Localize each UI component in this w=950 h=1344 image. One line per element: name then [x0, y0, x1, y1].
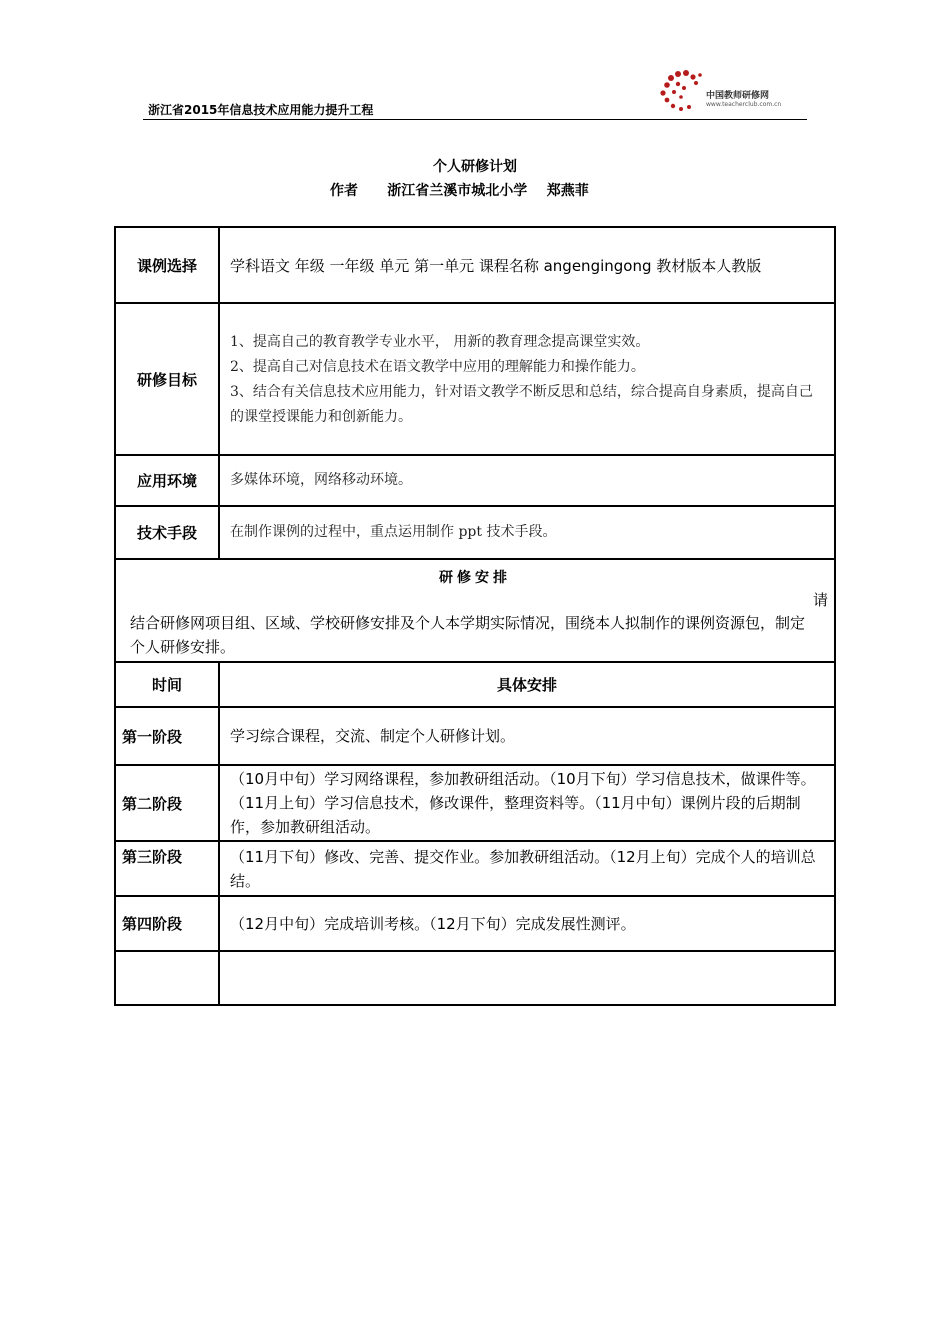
stage-detail: （11月下旬）修改、完善、提交作业。参加教研组活动。（12月上旬）完成个人的培训总结。 [219, 841, 835, 896]
document-title: 个人研修计划 [433, 159, 517, 175]
stage-detail [219, 951, 835, 1005]
schedule-qing: 请 [812, 590, 828, 609]
schedule-title: 研修安排 [439, 569, 511, 586]
goal-item: 3、结合有关信息技术应用能力，针对语文教学不断反思和总结，综合提高自身素质，提高自己的课堂授课能力和创新能力。 [230, 384, 813, 425]
environment-value: 多媒体环境，网络移动环境。 [219, 455, 835, 506]
technique-value: 在制作课例的过程中，重点运用制作 ppt 技术手段。 [219, 506, 835, 559]
goals-label: 研修目标 [115, 303, 219, 455]
stage-name: 第一阶段 [115, 707, 219, 765]
logo-name: 中国教师研修网 [706, 91, 770, 101]
header-title: 浙江省2015年信息技术应用能力提升工程 [148, 103, 374, 117]
column-header-time: 时间 [115, 662, 219, 707]
stage-detail: （10月中旬）学习网络课程，参加教研组活动。（10月下旬）学习信息技术，做课件等。（11月上旬）学习信息技术，修改课件，整理资料等。（11月中旬）课例片段的后期制作，参加教研组活动。 [219, 765, 835, 841]
schedule-description: 结合研修网项目组、区域、学校研修安排及个人本学期实际情况，围绕本人拟制作的课例资源包，制定个人研修安排。 [130, 613, 806, 656]
goal-item: 2、提高自己对信息技术在语文教学中应用的理解能力和操作能力。 [230, 359, 645, 375]
stage-name [115, 951, 219, 1005]
table-row [115, 765, 835, 841]
environment-label: 应用环境 [115, 455, 219, 506]
table-row-header [115, 662, 835, 707]
goal-item: 1、提高自己的教育教学专业水平， 用新的教育理念提高课堂实效。 [230, 334, 650, 350]
table-row-environment [115, 455, 835, 506]
logo-url: www.teacherclub.com.cn [706, 101, 782, 108]
stage-name: 第二阶段 [115, 765, 219, 841]
goals-list [219, 303, 835, 455]
research-plan-table [114, 226, 836, 1006]
table-row-schedule-intro [115, 559, 835, 662]
stage-detail: （12月中旬）完成培训考核。（12月下旬）完成发展性测评。 [219, 896, 835, 951]
technique-label: 技术手段 [115, 506, 219, 559]
column-header-detail: 具体安排 [219, 662, 835, 707]
header-divider [143, 119, 807, 120]
table-row-goals [115, 303, 835, 455]
course-label: 课例选择 [115, 227, 219, 303]
document-byline: 作者 浙江省兰溪市城北小学 郑燕菲 [330, 183, 589, 199]
stage-detail: 学习综合课程，交流、制定个人研修计划。 [219, 707, 835, 765]
schedule-intro [115, 559, 835, 662]
table-row [115, 841, 835, 896]
table-row-technique [115, 506, 835, 559]
stage-name: 第三阶段 [115, 841, 219, 896]
table-row-course [115, 227, 835, 303]
stage-name: 第四阶段 [115, 896, 219, 951]
table-row [115, 707, 835, 765]
course-value: 学科语文 年级 一年级 单元 第一单元 课程名称 angengingong 教材版本人教版 [219, 227, 835, 303]
table-row [115, 896, 835, 951]
table-row [115, 951, 835, 1005]
